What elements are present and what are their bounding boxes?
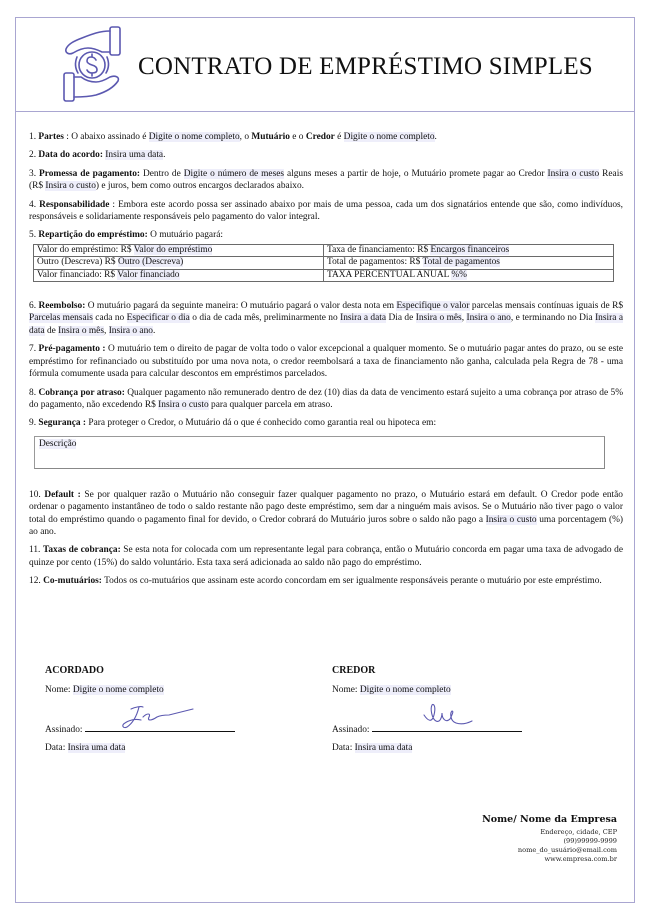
signature-heading: ACORDADO bbox=[45, 665, 104, 676]
signature-block-agreed: ACORDADO Nome: Digite o nome completo Assinado: Data: Insira uma data bbox=[45, 665, 305, 762]
signature-block-lender: CREDOR Nome: Digite o nome completo Assinado: Data: Insira uma data bbox=[332, 665, 592, 762]
monthly-installment-field[interactable]: Parcelas mensais bbox=[29, 313, 93, 324]
start-date-field[interactable]: Insira a data bbox=[340, 313, 387, 324]
finance-charges-field[interactable]: Encargos financeiros bbox=[430, 244, 510, 255]
clause-default: 10. Default : Se por qualquer razão o Mutuário não conseguir fazer qualquer pagamento no prazo, o Mutuário estará em default. O Credor pode então ordenar o pagamento instantâneo de todo o saldo restante não pago deste empréstimo, sem dar a ninguém mais avisos. Se o Mutuário não tiver pago o valor total do empréstimo quando o pagamento final for devido, o Credor cobrará do Mutuário juros sobre o saldo não pago a Insira o custo uma porcentagem (%) ao ano. bbox=[29, 489, 624, 537]
money-hands-icon bbox=[50, 22, 136, 108]
company-phone: (99)99999-9999 bbox=[563, 837, 617, 845]
start-year-field[interactable]: Insira o ano bbox=[466, 313, 511, 324]
clause-collection-fees: 11. Taxas de cobrança: Se esta nota for colocada com um representante legal para cobrança, então o Mutuário concorda em pagar uma taxa de advogado de quinze por cento (15%) do saldo voluntário. Esta taxa será adicionada ao saldo não pago do empréstimo. bbox=[29, 545, 623, 568]
document-header bbox=[16, 18, 634, 112]
day-field[interactable]: Especificar o dia bbox=[126, 313, 190, 324]
clause-late-charge: 8. Cobrança por atraso: Qualquer pagamento não remunerado dentro de dez (10) dias da data de vencimento estará sujeito a uma cobrança por atraso de 5% do pagamento, não excedendo R$ Insira o custo para qualquer parcela em atraso. bbox=[29, 387, 624, 410]
late-cost-field[interactable]: Insira o custo bbox=[158, 399, 209, 410]
contract-body bbox=[29, 131, 623, 594]
clause-co-borrowers: 12. Co-mutuários: Todos os co-mutuários que assinam este acordo concordam em ser igualmente responsáveis perante o mutuário por este empréstimo. bbox=[29, 576, 602, 587]
borrower-name-field[interactable]: Digite o nome completo bbox=[148, 132, 240, 142]
other-field[interactable]: Outro (Descreva) bbox=[117, 257, 184, 268]
clause-security: 9. Segurança : Para proteger o Credor, o Mutuário dá o que é conhecido como garantia real ou hipoteca em: bbox=[29, 418, 437, 429]
lender-name-field[interactable]: Digite o nome completo bbox=[343, 132, 435, 142]
document-page bbox=[15, 17, 635, 903]
total-payments-field[interactable]: Total de pagamentos bbox=[422, 257, 500, 268]
clause-payment-promise: 3. Promessa de pagamento: Dentro de Digite o número de meses alguns meses a partir de hoje, o Mutuário promete pagar ao Credor Insira o custo Reais (R$ Insira o custo) e juros, bem como outros encargos declarados abaixo. bbox=[29, 168, 623, 192]
table-cell: Valor do empréstimo: R$ Valor do empréstimo bbox=[34, 244, 324, 256]
clause-prepayment: 7. Pré-pagamento : O mutuário tem o direito de pagar de volta todo o valor excepcional a qualquer momento. Se o mutuário pagar antes do prazo, ou se este empréstimo for refinanciado ou substituído por uma nova nota, o credor reembolsará a taxa de financiamento não ganha, calculada pela Regra de 78 - uma fórmula comumente usada para calcular descontos em empréstimos parcelados. bbox=[29, 344, 623, 380]
loan-breakdown-table bbox=[33, 244, 614, 282]
table-cell: Outro (Descreva) R$ Outro (Descreva) bbox=[34, 257, 324, 269]
financed-amount-field[interactable]: Valor financiado bbox=[117, 269, 180, 280]
agreement-date-field[interactable]: Insira uma data bbox=[105, 150, 164, 161]
security-description-input[interactable]: Descrição bbox=[34, 436, 605, 469]
agreed-name-field[interactable]: Digite o nome completo bbox=[72, 685, 164, 695]
clause-parties: 1. Partes : O abaixo assinado é Digite o nome completo, o Mutuário e o Credor é Digite o nome completo. bbox=[29, 132, 437, 142]
table-row bbox=[34, 244, 614, 256]
installment-count-field[interactable]: Especifique o valor bbox=[396, 301, 470, 312]
table-cell: Valor financiado: R$ Valor financiado bbox=[34, 269, 324, 281]
company-email[interactable]: nome_do_usuário@email.com bbox=[517, 846, 617, 854]
table-row bbox=[34, 269, 614, 281]
document-title: CONTRATO DE EMPRÉSTIMO SIMPLES bbox=[138, 53, 593, 80]
loan-amount-field[interactable]: Valor do empréstimo bbox=[133, 244, 213, 255]
company-website[interactable]: www.empresa.com.br bbox=[544, 855, 617, 863]
company-name: Nome/ Nome da Empresa bbox=[482, 814, 617, 825]
end-month-field[interactable]: Insira o mês bbox=[58, 325, 104, 336]
lender-date-field[interactable]: Insira uma data bbox=[354, 743, 413, 753]
lender-sign-name-field[interactable]: Digite o nome completo bbox=[359, 685, 451, 695]
table-cell: Total de pagamentos: R$ Total de pagamentos bbox=[324, 257, 614, 269]
table-row bbox=[34, 257, 614, 269]
agreed-date-field[interactable]: Insira uma data bbox=[67, 743, 126, 753]
signature-scribble-icon bbox=[117, 703, 207, 735]
clause-repayment: 6. Reembolso: O mutuário pagará da seguinte maneira: O mutuário pagará o valor desta nota em Especifique o valor parcelas mensais contínuas iguais de R$ Parcelas mensais cada no Especificar o dia o dia de cada mês, preliminarmente no Insira a data Dia de Insira o mês, Insira o ano, e terminando no Dia Insira a data de Insira o mês, Insira o ano. bbox=[29, 301, 624, 336]
clause-loan-breakdown: 5. Repartição do empréstimo: O mutuário pagará: bbox=[29, 230, 223, 241]
signature-scribble-icon bbox=[420, 701, 480, 733]
table-cell: Taxa de financiamento: R$ Encargos financeiros bbox=[324, 244, 614, 256]
months-field[interactable]: Digite o número de meses bbox=[183, 168, 285, 179]
cost-field-2[interactable]: Insira o custo bbox=[45, 181, 96, 192]
cost-field[interactable]: Insira o custo bbox=[547, 168, 600, 179]
default-cost-field[interactable]: Insira o custo bbox=[485, 514, 537, 525]
company-info bbox=[482, 814, 617, 864]
end-year-field[interactable]: Insira o ano bbox=[108, 325, 153, 336]
clause-agreement-date: 2. Data do acordo: Insira uma data. bbox=[29, 150, 166, 161]
clause-responsibility: 4. Responsabilidade : Embora este acordo possa ser assinado abaixo por mais de uma pessoa, cada um dos signatários entende que são, como indivíduos, responsáveis e solidariamente responsáveis pelo pagamento do valor integral. bbox=[29, 199, 623, 223]
start-month-field[interactable]: Insira o mês bbox=[415, 313, 462, 324]
table-cell: TAXA PERCENTUAL ANUAL %% bbox=[324, 269, 614, 281]
apr-field[interactable]: %% bbox=[451, 269, 467, 280]
end-date-field[interactable]: Insira a data bbox=[29, 313, 623, 336]
company-address: Endereço, cidade, CEP bbox=[540, 828, 617, 836]
signature-heading: CREDOR bbox=[332, 665, 376, 676]
